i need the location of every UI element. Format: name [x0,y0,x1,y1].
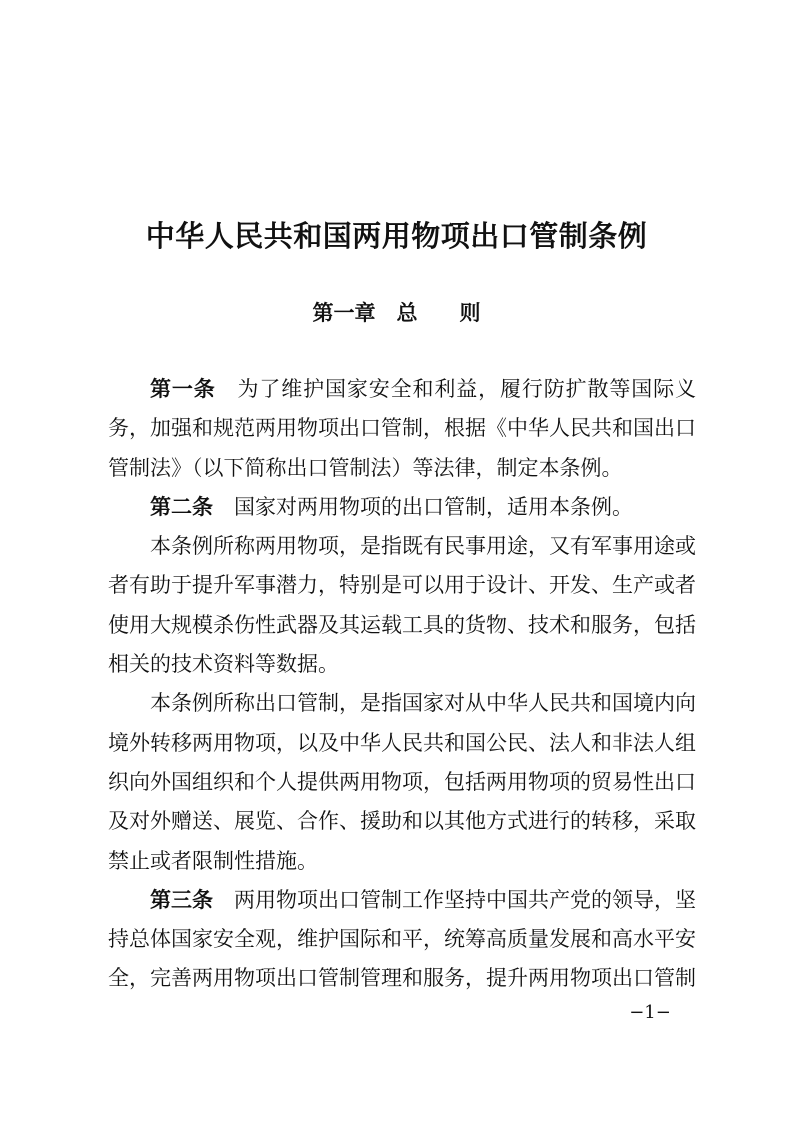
paragraph-text: 两用物项出口管制工作坚持中国共产党的领导，坚持总体国家安全观，维护国际和平，统筹高质量发展和高水平安全，完善两用物项出口管制管理和服务，提升两用物项出口管制 [108,887,696,991]
article-number: 第三条 [150,887,213,912]
paragraph-text: 为了维护国家安全和利益，履行防扩散等国际义务，加强和规范两用物项出口管制，根据《中华人民共和国出口管制法》（以下简称出口管制法）等法律，制定本条例。 [108,377,696,480]
paragraph-export-control-definition [108,684,696,880]
paragraph-article-3 [108,881,696,999]
article-number: 第一条 [150,377,216,401]
paragraph-text: 本条例所称两用物项，是指既有民事用途，又有军事用途或者有助于提升军事潜力，特别是可以用于设计、开发、生产或者使用大规模杀伤性武器及其运载工具的货物、技术和服务，包括相关的技术资料等数据。 [108,534,696,677]
paragraph-article-2 [108,488,696,527]
paragraph-text: 本条例所称出口管制，是指国家对从中华人民共和国境内向境外转移两用物项，以及中华人民共和国公民、法人和非法人组织向外国组织和个人提供两用物项，包括两用物项的贸易性出口及对外赠送、展览、合作、援助和以其他方式进行的转移，采取禁止或者限制性措施。 [108,691,696,873]
paragraph-dual-use-definition [108,527,696,684]
paragraph-article-1 [108,370,696,488]
document-title: 中华人民共和国两用物项出口管制条例 [145,219,648,253]
paragraph-text: 国家对两用物项的出口管制，适用本条例。 [213,494,633,519]
chapter-heading: 第一章 总 则 [312,301,481,325]
page-number: −1− [629,1002,671,1023]
document-body [108,370,696,999]
article-number: 第二条 [150,494,213,519]
